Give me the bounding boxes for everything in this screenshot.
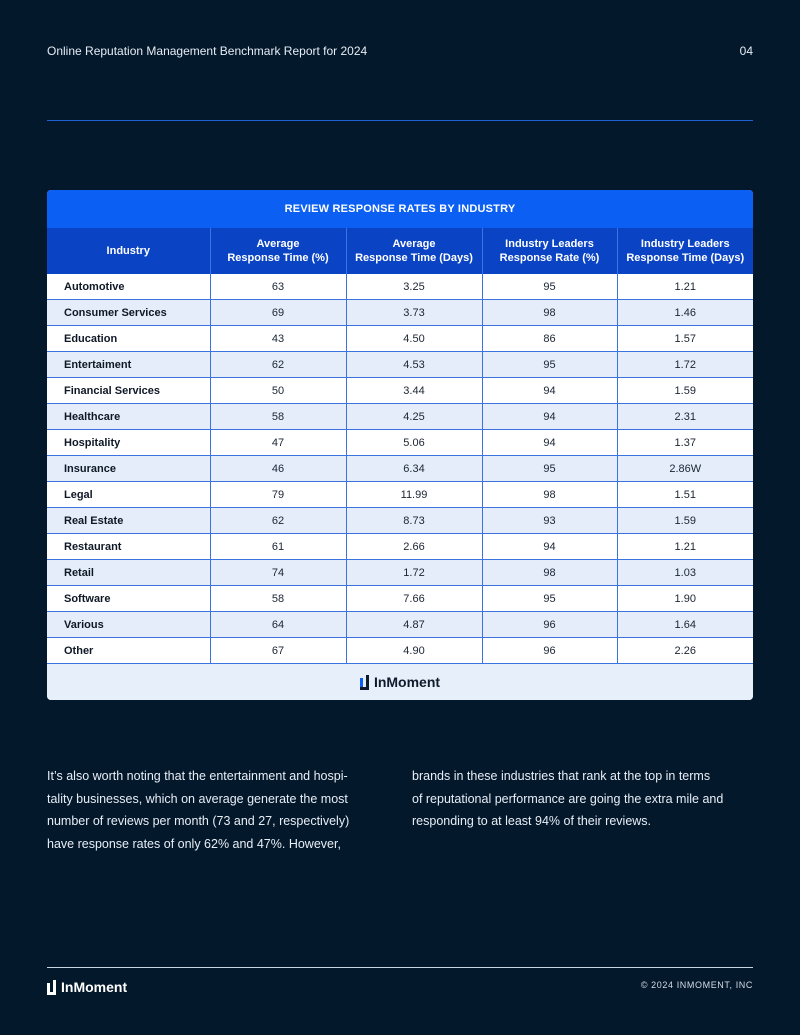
table-row [47, 482, 753, 508]
value-cell: 93 [482, 508, 617, 534]
value-cell: 1.72 [346, 560, 482, 586]
value-cell: 95 [482, 456, 617, 482]
value-cell: 98 [482, 300, 617, 326]
value-cell: 2.66 [346, 534, 482, 560]
value-cell: 4.53 [346, 352, 482, 378]
value-cell: 4.50 [346, 326, 482, 352]
industry-cell: Other [47, 638, 210, 664]
industry-cell: Restaurant [47, 534, 210, 560]
inmoment-logo-mark-icon [47, 980, 56, 995]
value-cell: 1.59 [617, 508, 753, 534]
industry-cell: Entertaiment [47, 352, 210, 378]
table-row [47, 586, 753, 612]
value-cell: 50 [210, 378, 346, 404]
table-logo-strip [47, 664, 753, 700]
value-cell: 62 [210, 352, 346, 378]
value-cell: 1.21 [617, 274, 753, 300]
industry-cell: Healthcare [47, 404, 210, 430]
value-cell: 69 [210, 300, 346, 326]
value-cell: 95 [482, 352, 617, 378]
industry-cell: Hospitality [47, 430, 210, 456]
value-cell: 86 [482, 326, 617, 352]
value-cell: 58 [210, 586, 346, 612]
column-header: Average Response Time (Days) [346, 228, 482, 274]
industry-cell: Consumer Services [47, 300, 210, 326]
text-line: have response rates of only 62% and 47%. However, [47, 836, 341, 851]
industry-cell: Automotive [47, 274, 210, 300]
value-cell: 1.46 [617, 300, 753, 326]
value-cell: 74 [210, 560, 346, 586]
column-header: Average Response Time (%) [210, 228, 346, 274]
footer-divider [47, 967, 753, 968]
table-row [47, 456, 753, 482]
value-cell: 1.57 [617, 326, 753, 352]
value-cell: 67 [210, 638, 346, 664]
table-row [47, 638, 753, 664]
table-row [47, 326, 753, 352]
page-header [47, 44, 753, 58]
inmoment-logo [360, 674, 440, 690]
value-cell: 2.26 [617, 638, 753, 664]
industry-cell: Retail [47, 560, 210, 586]
value-cell: 1.21 [617, 534, 753, 560]
value-cell: 96 [482, 638, 617, 664]
value-cell: 58 [210, 404, 346, 430]
industry-cell: Insurance [47, 456, 210, 482]
header-divider [47, 120, 753, 121]
text-line: of reputational performance are going the extra mile and [412, 791, 724, 806]
copyright-text: © 2024 INMOMENT, INC [640, 980, 753, 990]
page-number: 04 [739, 44, 753, 58]
value-cell: 3.44 [346, 378, 482, 404]
value-cell: 62 [210, 508, 346, 534]
industry-cell: Financial Services [47, 378, 210, 404]
value-cell: 47 [210, 430, 346, 456]
industry-cell: Education [47, 326, 210, 352]
value-cell: 4.87 [346, 612, 482, 638]
value-cell: 98 [482, 560, 617, 586]
value-cell: 94 [482, 378, 617, 404]
value-cell: 5.06 [346, 430, 482, 456]
value-cell: 4.25 [346, 404, 482, 430]
column-header: Industry [47, 228, 210, 274]
value-cell: 1.64 [617, 612, 753, 638]
value-cell: 2.31 [617, 404, 753, 430]
value-cell: 4.90 [346, 638, 482, 664]
table-row [47, 508, 753, 534]
value-cell: 64 [210, 612, 346, 638]
value-cell: 1.03 [617, 560, 753, 586]
value-cell: 11.99 [346, 482, 482, 508]
logo-text: InMoment [61, 979, 128, 995]
body-text-left [47, 765, 377, 855]
value-cell: 3.25 [346, 274, 482, 300]
industry-cell: Various [47, 612, 210, 638]
industry-cell: Legal [47, 482, 210, 508]
body-text-right [412, 765, 753, 833]
value-cell: 1.72 [617, 352, 753, 378]
footer-logo [47, 979, 127, 1000]
value-cell: 7.66 [346, 586, 482, 612]
table-title: REVIEW RESPONSE RATES BY INDUSTRY [47, 190, 753, 228]
inmoment-logo [47, 979, 127, 995]
table-row [47, 352, 753, 378]
text-line: tality businesses, which on average generate the most [47, 791, 348, 806]
inmoment-logo-mark-icon [360, 675, 369, 690]
industry-cell: Real Estate [47, 508, 210, 534]
industry-cell: Software [47, 586, 210, 612]
value-cell: 61 [210, 534, 346, 560]
table-body [47, 274, 753, 664]
table-row [47, 612, 753, 638]
text-line: brands in these industries that rank at the top in terms [412, 769, 711, 783]
table-row [47, 404, 753, 430]
value-cell: 3.73 [346, 300, 482, 326]
value-cell: 8.73 [346, 508, 482, 534]
value-cell: 1.59 [617, 378, 753, 404]
logo-text: InMoment [373, 674, 441, 690]
value-cell: 6.34 [346, 456, 482, 482]
value-cell: 46 [210, 456, 346, 482]
report-title: Online Reputation Management Benchmark Report for 2024 [47, 44, 368, 58]
text-line: responding to at least 94% of their reviews. [412, 814, 652, 828]
table-row [47, 560, 753, 586]
response-rates-table-card [47, 190, 753, 700]
text-line: number of reviews per month (73 and 27, respectively) [47, 814, 350, 828]
value-cell: 95 [482, 274, 617, 300]
table-row [47, 534, 753, 560]
table-row [47, 274, 753, 300]
value-cell: 63 [210, 274, 346, 300]
value-cell: 94 [482, 534, 617, 560]
value-cell: 98 [482, 482, 617, 508]
value-cell: 2.86W [617, 456, 753, 482]
response-rates-table [47, 228, 753, 664]
value-cell: 95 [482, 586, 617, 612]
table-row [47, 300, 753, 326]
value-cell: 79 [210, 482, 346, 508]
text-line: It’s also worth noting that the entertainment and hospi- [47, 769, 348, 783]
table-header-row [47, 228, 753, 274]
column-header: Industry Leaders Response Time (Days) [617, 228, 753, 274]
value-cell: 94 [482, 430, 617, 456]
column-header: Industry Leaders Response Rate (%) [482, 228, 617, 274]
table-row [47, 378, 753, 404]
table-row [47, 430, 753, 456]
value-cell: 43 [210, 326, 346, 352]
value-cell: 1.51 [617, 482, 753, 508]
value-cell: 1.37 [617, 430, 753, 456]
value-cell: 94 [482, 404, 617, 430]
value-cell: 1.90 [617, 586, 753, 612]
value-cell: 96 [482, 612, 617, 638]
